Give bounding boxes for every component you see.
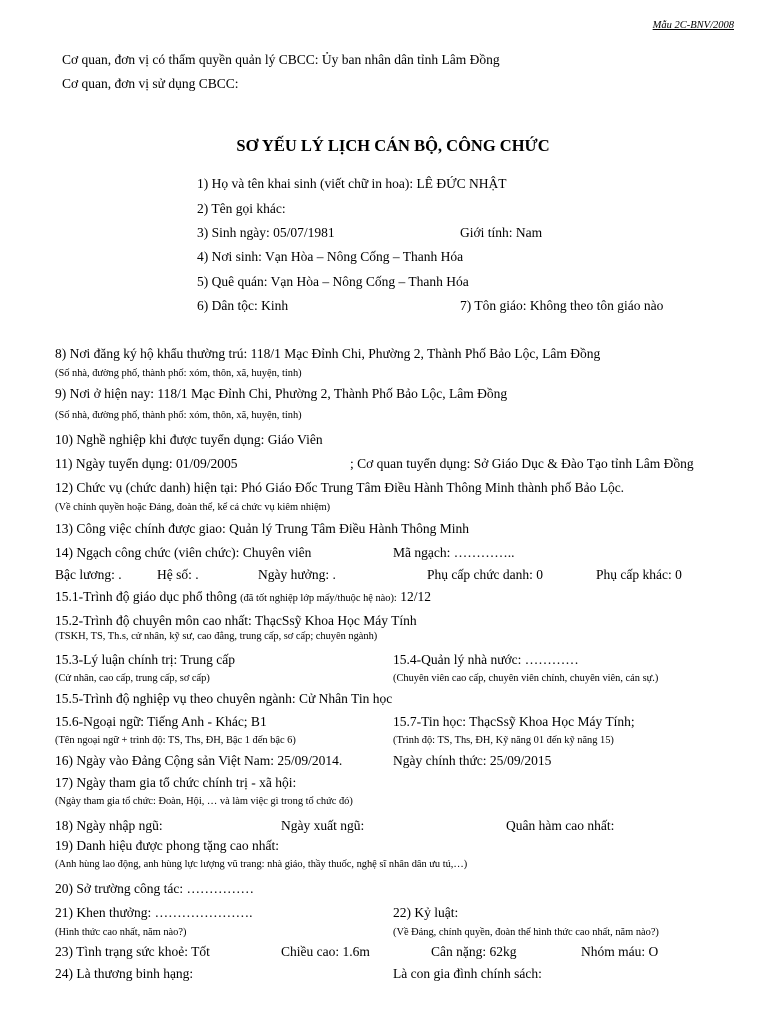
agency-user: Cơ quan, đơn vị sử dụng CBCC: bbox=[62, 76, 239, 91]
field-other-allowance: Phụ cấp khác: 0 bbox=[596, 567, 682, 582]
field-recruit-date: 11) Ngày tuyển dụng: 01/09/2005 bbox=[55, 456, 238, 471]
general-education-label: 15.1-Trình độ giáo dục phổ thông bbox=[55, 589, 237, 604]
field-policy-family: Là con gia đình chính sách: bbox=[393, 966, 542, 981]
note-awards: (Hình thức cao nhất, năm nào?) bbox=[55, 927, 187, 938]
page-title: SƠ YẾU LÝ LỊCH CÁN BỘ, CÔNG CHỨC bbox=[236, 136, 550, 155]
note-current-address: (Số nhà, đường phố, thành phố: xóm, thôn, xã, huyện, tỉnh) bbox=[55, 410, 302, 421]
form-code: Mẫu 2C-BNV/2008 bbox=[652, 20, 734, 31]
note-state-management: (Chuyên viên cao cấp, chuyên viên chính, chuyên viên, cán sự.) bbox=[393, 673, 659, 684]
note-discipline: (Về Đảng, chính quyền, đoàn thể hình thức cao nhất, năm nào?) bbox=[393, 927, 659, 938]
field-party-join-date: 16) Ngày vào Đảng Cộng sản Việt Nam: 25/09/2014. bbox=[55, 753, 343, 768]
field-awards: 21) Khen thưởng: …………………. bbox=[55, 905, 253, 920]
field-health: 23) Tình trạng sức khoẻ: Tốt bbox=[55, 944, 210, 959]
field-professional-skill: 15.5-Trình độ nghiệp vụ theo chuyên ngành: Cử Nhân Tin học bbox=[55, 691, 393, 706]
field-civil-rank: 14) Ngạch công chức (viên chức): Chuyên viên bbox=[55, 545, 312, 560]
field-ethnicity: 6) Dân tộc: Kinh bbox=[197, 298, 289, 313]
field-hometown: 5) Quê quán: Vạn Hòa – Nông Cống – Thanh Hóa bbox=[197, 274, 469, 289]
field-other-name: 2) Tên gọi khác: bbox=[197, 201, 286, 216]
field-foreign-language: 15.6-Ngoại ngữ: Tiếng Anh - Khác; B1 bbox=[55, 714, 267, 729]
field-birthplace: 4) Nơi sinh: Vạn Hòa – Nông Cống – Thanh Hóa bbox=[197, 249, 464, 264]
note-position: (Về chính quyền hoặc Đảng, đoàn thể, kể cả chức vụ kiêm nhiệm) bbox=[55, 502, 331, 513]
field-socio-political: 17) Ngày tham gia tổ chức chính trị - xã hội: bbox=[55, 775, 297, 790]
note-honorary-title: (Anh hùng lao động, anh hùng lực lượng vũ trang: nhà giáo, thầy thuốc, nghệ sĩ nhân dân ưu tú,…) bbox=[55, 859, 468, 870]
field-position-allowance: Phụ cấp chức danh: 0 bbox=[427, 567, 544, 582]
field-highest-degree: 15.2-Trình độ chuyên môn cao nhất: ThạcSsỹ Khoa Học Máy Tính bbox=[55, 613, 417, 628]
field-recruit-agency: ; Cơ quan tuyển dụng: Sở Giáo Dục & Đào Tạo tỉnh Lâm Đồng bbox=[350, 456, 694, 471]
field-position: 12) Chức vụ (chức danh) hiện tại: Phó Giáo Đốc Trung Tâm Điều Hành Thông Minh thành phố Bảo Lộc. bbox=[55, 480, 625, 495]
field-salary-grade: Bậc lương: . bbox=[55, 567, 122, 582]
field-enlist-date: 18) Ngày nhập ngũ: bbox=[55, 818, 163, 833]
note-political-theory: (Cử nhân, cao cấp, trung cấp, sơ cấp) bbox=[55, 673, 210, 684]
field-gender: Giới tính: Nam bbox=[460, 225, 543, 240]
field-occupation: 10) Nghề nghiệp khi được tuyển dụng: Giáo Viên bbox=[55, 432, 323, 447]
note-highest-degree: (TSKH, TS, Th.s, cử nhân, kỹ sư, cao đẳng, trung cấp, sơ cấp; chuyên ngành) bbox=[55, 631, 378, 642]
field-war-invalid: 24) Là thương binh hạng: bbox=[55, 966, 194, 981]
field-honorary-title: 19) Danh hiệu được phong tặng cao nhất: bbox=[55, 838, 280, 853]
field-work-strength: 20) Sở trường công tác: …………… bbox=[55, 881, 254, 896]
field-weight: Cân nặng: 62kg bbox=[431, 944, 517, 959]
general-education-value: 12/12 bbox=[400, 589, 431, 604]
field-permanent-address: 8) Nơi đăng ký hộ khẩu thường trú: 118/1 Mạc Đỉnh Chi, Phường 2, Thành Phố Bảo Lộc, Lâm Đồng bbox=[55, 346, 601, 361]
general-education-note: (đã tốt nghiệp lớp mấy/thuộc hệ nào): bbox=[240, 593, 397, 604]
note-permanent-address: (Số nhà, đường phố, thành phố: xóm, thôn, xã, huyện, tỉnh) bbox=[55, 368, 302, 379]
field-dob: 3) Sinh ngày: 05/07/1981 bbox=[197, 225, 335, 240]
field-party-official-date: Ngày chính thức: 25/09/2015 bbox=[393, 753, 552, 768]
field-coefficient: Hệ số: . bbox=[157, 567, 199, 582]
field-date-effective: Ngày hưởng: . bbox=[258, 567, 336, 582]
note-socio-political: (Ngày tham gia tổ chức: Đoàn, Hội, … và làm việc gì trong tổ chức đó) bbox=[55, 796, 353, 807]
field-military-rank: Quân hàm cao nhất: bbox=[506, 818, 615, 833]
note-it-skill: (Trình độ: TS, Ths, ĐH, Kỹ năng 01 đến kỹ năng 15) bbox=[393, 735, 614, 746]
note-foreign-language: (Tên ngoại ngữ + trình độ: TS, Ths, ĐH, Bậc 1 đến bậc 6) bbox=[55, 735, 296, 746]
field-name: 1) Họ và tên khai sinh (viết chữ in hoa): LÊ ĐỨC NHẬT bbox=[197, 176, 507, 191]
field-political-theory: 15.3-Lý luận chính trị: Trung cấp bbox=[55, 652, 235, 667]
agency-manager: Cơ quan, đơn vị có thẩm quyền quản lý CBCC: Ủy ban nhân dân tỉnh Lâm Đồng bbox=[62, 52, 500, 67]
field-religion: 7) Tôn giáo: Không theo tôn giáo nào bbox=[460, 298, 664, 313]
field-general-education bbox=[55, 589, 431, 607]
field-rank-code: Mã ngạch: ………….. bbox=[393, 545, 515, 560]
field-discipline: 22) Kỷ luật: bbox=[393, 905, 459, 920]
field-it-skill: 15.7-Tin học: ThạcSsỹ Khoa Học Máy Tính; bbox=[393, 714, 635, 729]
field-current-address: 9) Nơi ở hiện nay: 118/1 Mạc Đỉnh Chi, Phường 2, Thành Phố Bảo Lộc, Lâm Đồng bbox=[55, 386, 508, 401]
field-blood-type: Nhóm máu: O bbox=[581, 944, 659, 959]
field-main-job: 13) Công việc chính được giao: Quản lý Trung Tâm Điều Hành Thông Minh bbox=[55, 521, 470, 536]
field-state-management: 15.4-Quản lý nhà nước: ………… bbox=[393, 652, 579, 667]
field-discharge-date: Ngày xuất ngũ: bbox=[281, 818, 365, 833]
field-height: Chiều cao: 1.6m bbox=[281, 944, 370, 959]
